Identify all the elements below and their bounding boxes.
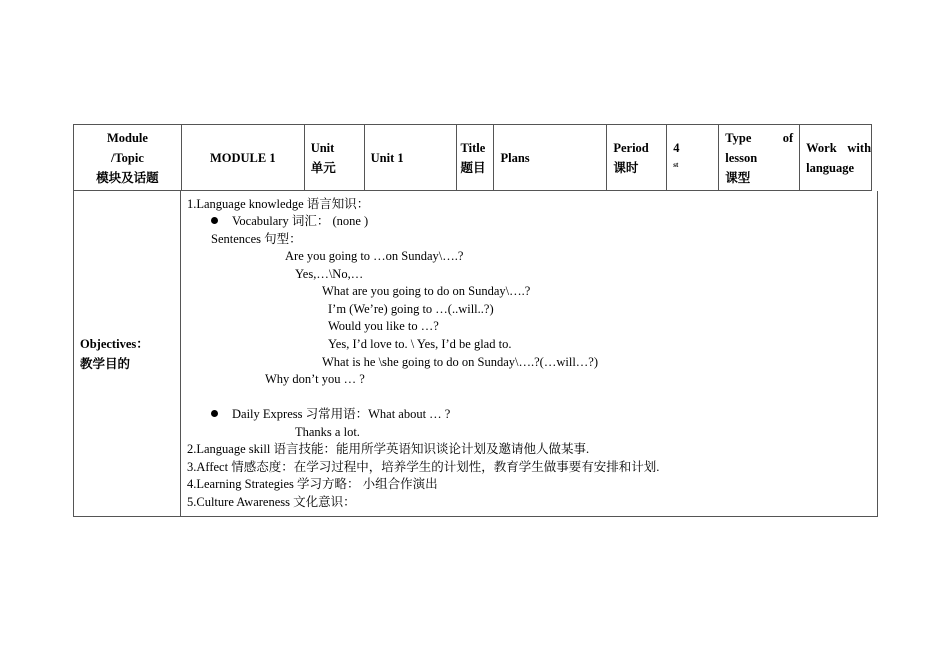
title-label [457, 125, 495, 191]
sentence-line: Yes,…\No,… [295, 267, 364, 281]
title-value-text: Plans [500, 150, 530, 165]
unit-label-en: Unit [310, 140, 335, 155]
title-label-en: Title [460, 140, 486, 155]
sentence-line: I’m (We’re) going to …(..will..?) [328, 302, 494, 316]
bullet-icon [211, 410, 218, 417]
period-label-cn: 课时 [613, 160, 639, 175]
sentence-line: Thanks a lot. [295, 425, 360, 439]
unit-value-text: Unit 1 [370, 150, 404, 165]
type-word: Type [725, 130, 752, 145]
title-value [494, 125, 607, 191]
sentences-line: Sentences 句型： [211, 232, 302, 246]
period-ordinal-suffix: st [673, 160, 679, 169]
affect-line: 3.Affect 情感态度：在学习过程中，培养学生的计划性，教育学生做事要有安排和计划. [187, 460, 660, 474]
lesson-type-label-row [725, 128, 793, 148]
period-value-text [673, 138, 712, 178]
period-number: 4 [673, 140, 680, 155]
unit-label [305, 125, 365, 191]
lesson-type-value-row [806, 138, 871, 158]
sentence-line: Would you like to …? [328, 319, 439, 333]
sentence-line: Why don’t you … ? [265, 372, 365, 386]
module-value-text: MODULE 1 [209, 150, 276, 165]
daily-express-text: Daily Express 习常用语：What about … ? [232, 407, 451, 421]
lesson-header-row [73, 124, 872, 191]
lesson-word: lesson [725, 150, 758, 165]
with-word: with [847, 140, 872, 155]
objectives-row [73, 191, 878, 517]
unit-value [365, 125, 457, 191]
daily-express-line [211, 406, 450, 423]
culture-awareness-line: 5.Culture Awareness 文化意识： [187, 495, 356, 509]
lesson-type-label [719, 125, 800, 191]
vocabulary-text: Vocabulary 词汇： (none ) [232, 214, 369, 228]
sentence-line: What are you going to do on Sunday\….? [322, 284, 531, 298]
module-topic-label [74, 125, 182, 191]
objectives-content [181, 191, 877, 516]
title-label-cn: 题目 [460, 160, 486, 175]
topic-label-en: /Topic [110, 150, 144, 165]
unit-label-cn: 单元 [310, 160, 336, 175]
period-value [667, 125, 719, 191]
language-knowledge-line: 1.Language knowledge 语言知识： [187, 197, 370, 211]
module-topic-label-cn: 模块及话题 [96, 170, 159, 185]
of-word: of [782, 130, 794, 145]
work-word: Work [806, 140, 837, 155]
period-label [607, 125, 667, 191]
module-value [182, 125, 305, 191]
sentence-line: Yes, I’d love to. \ Yes, I’d be glad to. [328, 337, 512, 351]
objectives-label-cn: 教学目的 [80, 356, 131, 371]
bullet-icon [211, 217, 218, 224]
lesson-type-value [800, 125, 872, 191]
lesson-type-label-cn: 课型 [725, 170, 751, 185]
language-word: language [806, 160, 855, 175]
learning-strategies-line: 4.Learning Strategies 学习方略： 小组合作演出 [187, 477, 438, 491]
sentence-line: What is he \she going to do on Sunday\….?(…will…?) [322, 355, 599, 369]
module-label-en: Module [106, 130, 148, 145]
sentence-line: Are you going to …on Sunday\….? [285, 249, 464, 263]
objectives-label [74, 191, 181, 516]
objectives-label-en: Objectives： [80, 336, 149, 351]
vocabulary-line [211, 213, 368, 230]
language-skill-line: 2.Language skill 语言技能：能用所学英语知识谈论计划及邀请他人做某事. [187, 442, 590, 456]
period-label-en: Period [613, 140, 649, 155]
